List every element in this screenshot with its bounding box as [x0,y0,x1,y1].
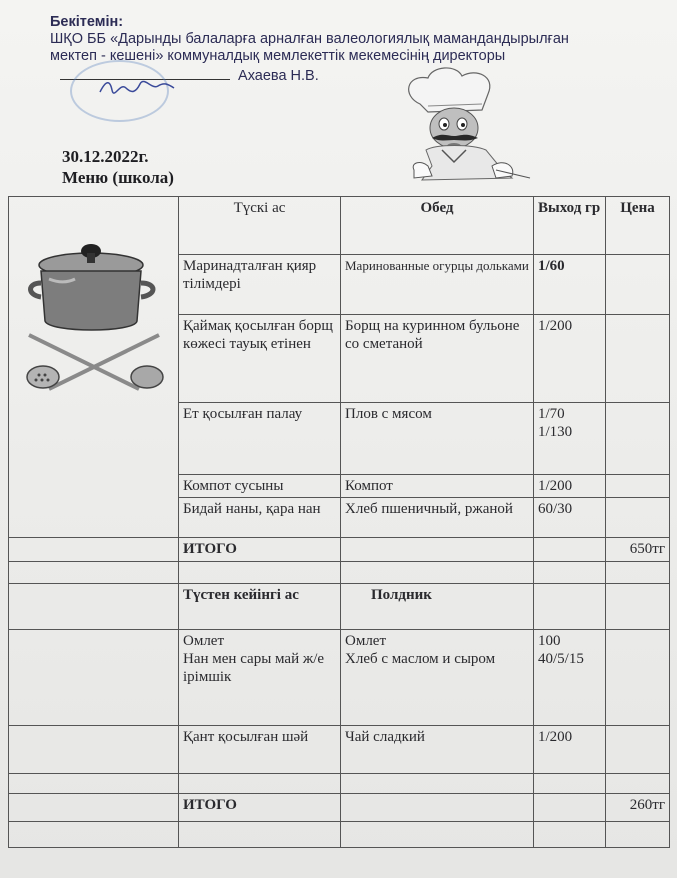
empty-cell [9,726,179,774]
dish-price [606,315,670,403]
empty-cell [534,584,606,630]
dish-ru: Плов с мясом [341,403,534,475]
dish-kz: Бидай наны, қара нан [179,498,341,538]
spacer-row [9,562,670,584]
cooking-pot-icon [19,239,169,399]
dish-output: 1/200 [534,726,606,774]
dish-kz: Қант қосылған шәй [179,726,341,774]
menu-table [8,196,670,848]
dish-kz: Маринадталған қияр тілімдері [179,255,341,315]
spacer-row [9,774,670,794]
spacer-row [9,822,670,848]
chef-illustration [392,66,542,188]
snack-total-label: ИТОГО [179,794,341,822]
header-kz: Түскі ас [179,197,341,255]
empty-cell [9,630,179,726]
dish-output: 1/60 [534,255,606,315]
header-row [9,197,670,255]
dish-ru: Борщ на куринном бульоне со сметаной [341,315,534,403]
snack-total-price: 260тг [606,794,670,822]
snack-total-row [9,794,670,822]
dish-kz: Қаймақ қосылған борщ көжесі тауық етінен [179,315,341,403]
table-row [9,630,670,726]
dish-output: 1/200 [534,315,606,403]
dish-price [606,726,670,774]
dish-output: 1/200 [534,475,606,498]
header-ru: Обед [341,197,534,255]
snack-header-kz: Түстен кейінгі ас [179,584,341,630]
signature-scribble [96,76,176,98]
dish-price [606,498,670,538]
dish-ru: Омлет Хлеб с маслом и сыром [341,630,534,726]
lunch-total-row [9,538,670,562]
dish-ru: Маринованные огурцы дольками [341,255,534,315]
empty-cell [9,538,179,562]
date-block [62,146,174,188]
dish-kz: Омлет Нан мен сары май ж/е ірімшік [179,630,341,726]
empty-cell [341,538,534,562]
dish-ru: Хлеб пшеничный, ржаной [341,498,534,538]
director-name: Ахаева Н.В. [238,68,319,84]
dish-price [606,475,670,498]
dish-price [606,630,670,726]
dish-ru: Чай сладкий [341,726,534,774]
empty-cell [9,584,179,630]
empty-cell [9,794,179,822]
dish-ru: Компот [341,475,534,498]
dish-kz: Ет қосылған палау [179,403,341,475]
dish-output: 60/30 [534,498,606,538]
empty-cell [534,538,606,562]
header-output: Выход гр [534,197,606,255]
table-row [9,726,670,774]
approval-line-2: мектеп - кешені» коммуналдық мемлекеттік мекемесінің директоры [50,48,506,64]
dish-output: 1/70 1/130 [534,403,606,475]
dish-price [606,403,670,475]
header-price: Цена [606,197,670,255]
snack-header-ru: Полдник [341,584,534,630]
menu-date: 30.12.2022г. [62,147,149,166]
lunch-total-label: ИТОГО [179,538,341,562]
dish-kz: Компот сусыны [179,475,341,498]
empty-cell [606,584,670,630]
approval-line-1: ШҚО ББ «Дарынды балаларға арналған валеологиялық мамандандырылған [50,31,569,47]
snack-header-row [9,584,670,630]
empty-cell [534,794,606,822]
menu-title: Меню (школа) [62,168,174,187]
empty-cell [341,794,534,822]
lunch-total-price: 650тг [606,538,670,562]
illustration-cell [9,197,179,538]
dish-output: 100 40/5/15 [534,630,606,726]
dish-price [606,255,670,315]
approval-heading: Бекітемін: [50,14,124,30]
